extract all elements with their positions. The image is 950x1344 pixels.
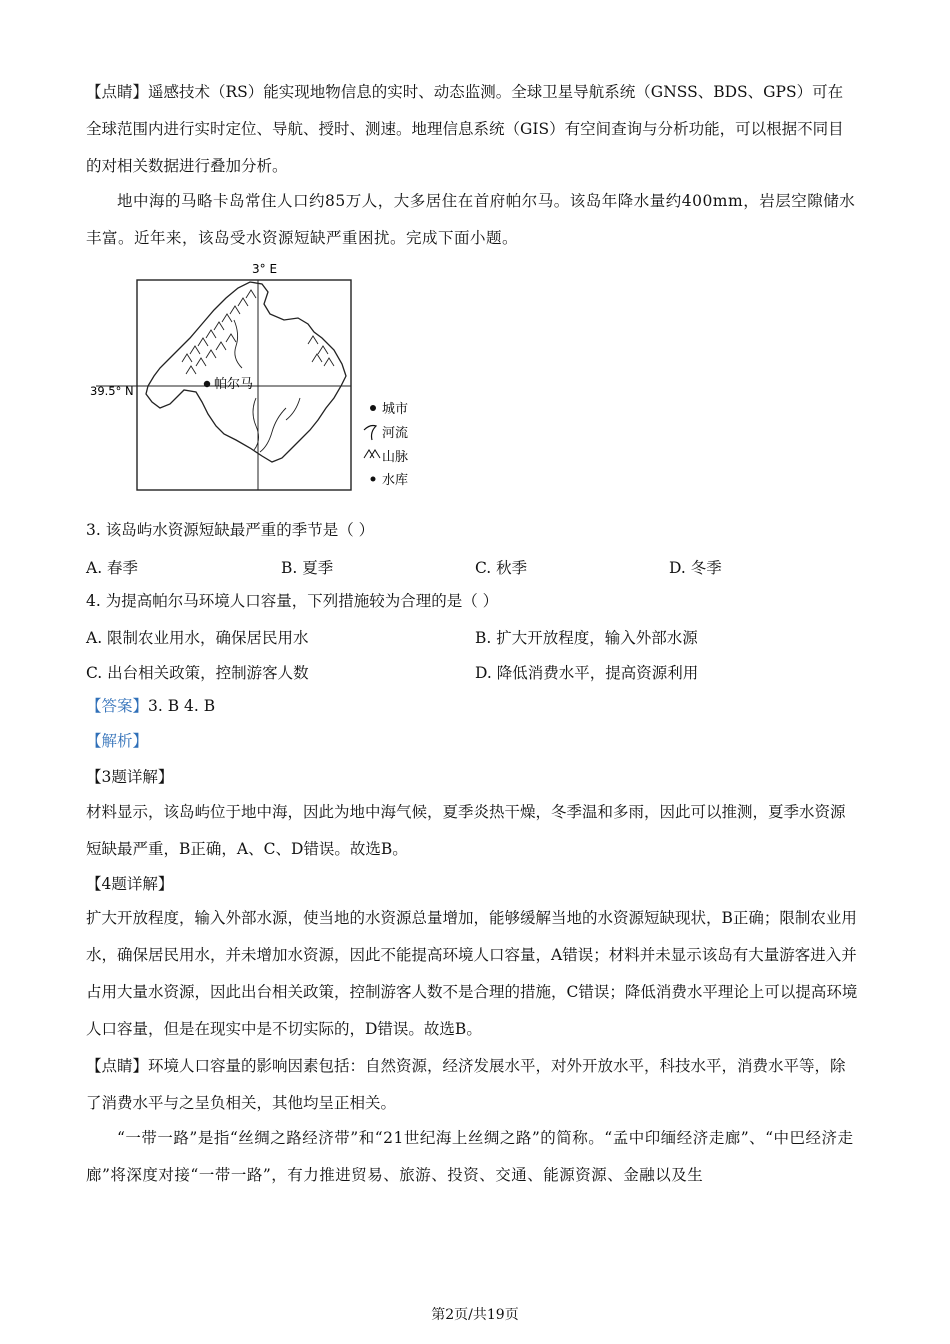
answer-tag: 【答案】: [86, 697, 149, 715]
q3-option-c: C. 秋季: [475, 559, 528, 577]
legend-river: 河流: [382, 426, 409, 441]
tip-paragraph: [86, 1048, 858, 1122]
d3-text: 材料显示，该岛屿位于地中海，因此为地中海气候，夏季炎热干燥，冬季温和多雨，因此可以推测，夏季水资源短缺最严重，B正确，A、C、D错误。故选B。: [86, 803, 846, 858]
tip-tag: 【点睛】: [86, 1057, 149, 1075]
q4-options-row2: [86, 661, 858, 691]
lon-label: 3° E: [252, 262, 278, 276]
q3-options: [86, 556, 858, 586]
q3-option-b: B. 夏季: [281, 559, 334, 577]
q4-option-c: C. 出台相关政策，控制游客人数: [86, 664, 309, 682]
map-legend: [364, 402, 408, 488]
legend-city: 城市: [382, 402, 409, 417]
q3-stem: 3. 该岛屿水资源短缺最严重的季节是（ ）: [86, 521, 375, 539]
legend-mountain-icon: [364, 450, 380, 458]
legend-reservoir: 水库: [382, 473, 409, 488]
next-material-paragraph: “一带一路”是指“丝绸之路经济带”和“21世纪海上丝绸之路”的简称。“孟中印缅经济走廊”、“中巴经济走廊”将深度对接“一带一路”，有力推进贸易、旅游、投资、交通、能源资源、金融以及生: [86, 1129, 854, 1184]
intro-paragraph: [86, 74, 858, 185]
d4-tag: 【4题详解】: [86, 875, 174, 893]
q4-option-d: D. 降低消费水平，提高资源利用: [475, 664, 699, 682]
material-paragraph: 地中海的马略卡岛常住人口约85万人，大多居住在首府帕尔马。该岛年降水量约400mm，岩层空隙储水丰富。近年来，该岛受水资源短缺严重困扰。完成下面小题。: [86, 192, 856, 247]
island-outline: [146, 282, 346, 462]
q4-stem: 4. 为提高帕尔马环境人口容量，下列措施较为合理的是（ ）: [86, 592, 499, 610]
palma-city-label: 帕尔马: [214, 377, 254, 392]
q4-option-a: A. 限制农业用水，确保居民用水: [86, 629, 309, 647]
analysis-tag: 【解析】: [86, 732, 149, 750]
lat-label: 39.5° N: [90, 384, 134, 398]
intro-text: 遥感技术（RS）能实现地物信息的实时、动态监测。全球卫星导航系统（GNSS、BDS、GPS）可在全球范围内进行实时定位、导航、授时、测速。地理信息系统（GIS）有空间查询与分析功能，可以根据不同目的对相关数据进行叠加分析。: [86, 83, 844, 175]
legend-reservoir-icon: [371, 477, 376, 482]
page-footer: 第2页/共19页: [431, 1307, 519, 1323]
q3-option-a: A. 春季: [86, 559, 139, 577]
q4-option-b: B. 扩大开放程度，输入外部水源: [475, 629, 698, 647]
tip-text: 环境人口容量的影响因素包括：自然资源，经济发展水平，对外开放水平，科技水平，消费水平等，除了消费水平与之呈负相关，其他均呈正相关。: [86, 1057, 846, 1112]
answer-line: [86, 688, 858, 725]
q4-options-row1: [86, 626, 858, 656]
d3-tag: 【3题详解】: [86, 768, 174, 786]
q3-option-d: D. 冬季: [669, 559, 722, 577]
palma-city-dot: [204, 381, 210, 387]
legend-mountain: 山脉: [382, 450, 409, 465]
answer-text: 3. B 4. B: [148, 697, 216, 715]
intro-tag: 【点睛】: [86, 83, 149, 101]
mallorca-map: [86, 258, 431, 498]
d4-text: 扩大开放程度，输入外部水源，使当地的水资源总量增加，能够缓解当地的水资源短缺现状，B正确；限制农业用水，确保居民用水，并未增加水资源，因此不能提高环境人口容量，A错误；材料并未显示该岛有大量游客进入并占用大量水资源，因此出台相关政策，控制游客人数不是合理的措施，C错误；降低消费水平理论上可以提高环境人口容量，但是在现实中是不切实际的，D错误。故选B。: [86, 909, 858, 1038]
legend-river-icon: [364, 426, 376, 441]
legend-city-icon: [370, 405, 376, 411]
